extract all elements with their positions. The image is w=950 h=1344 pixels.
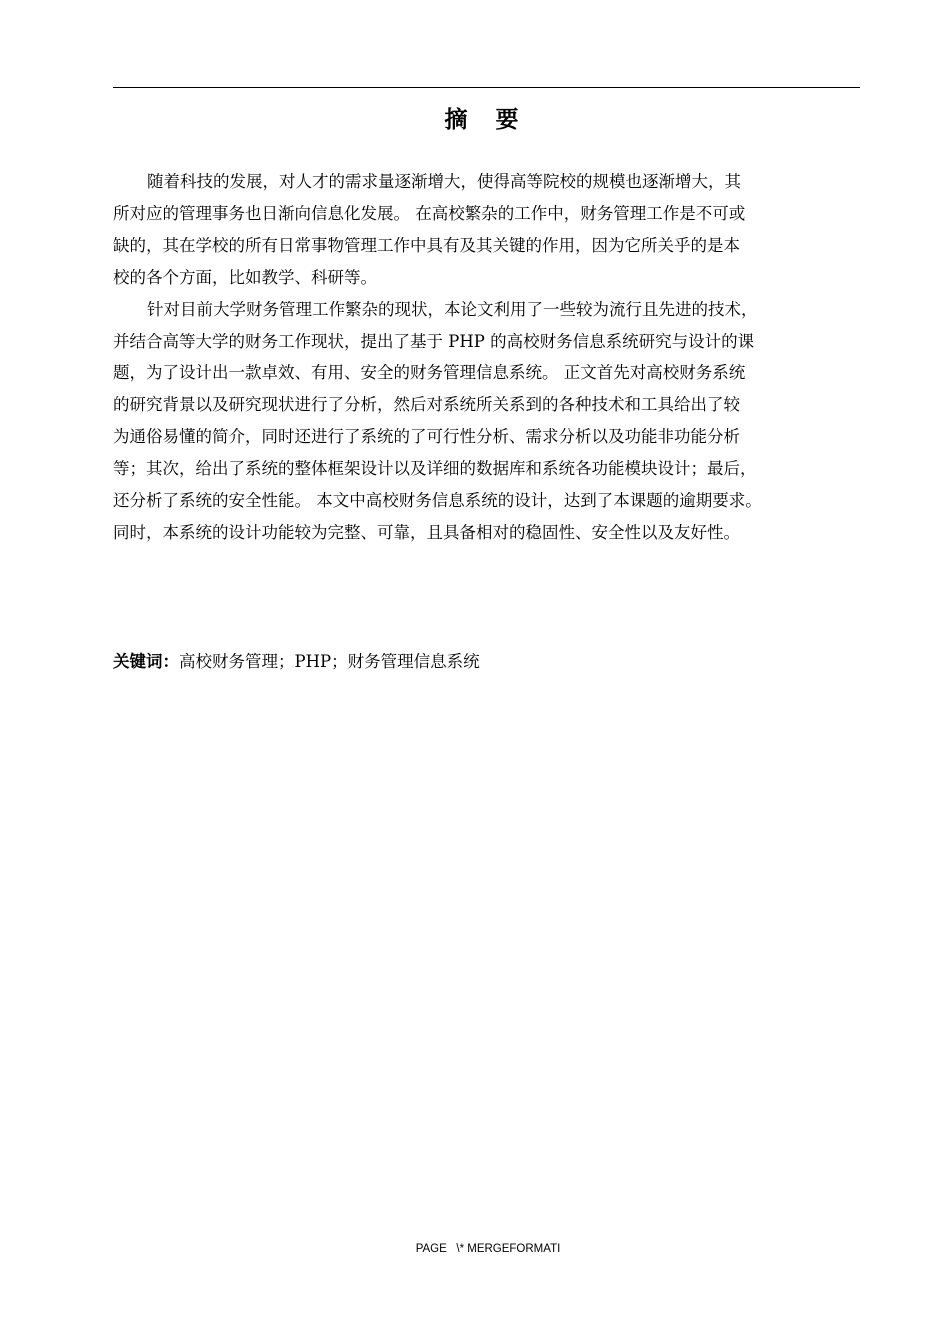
header-rule (113, 87, 860, 88)
text-line: 随着科技的发展，对人才的需求量逐渐增大，使得高等院校的规模也逐渐增大，其 (147, 172, 741, 191)
keywords-label: 关键词： (113, 652, 179, 671)
abstract-paragraph-2 (113, 294, 865, 549)
abstract-title: 摘 要 (444, 106, 529, 133)
text-line: 缺的，其在学校的所有日常事物管理工作中具有及其关键的作用，因为它所关乎的是本 (113, 235, 740, 255)
text-line: 为通俗易懂的简介，同时还进行了系统的了可行性分析、需求分析以及功能非功能分析 (113, 427, 740, 447)
text-line: 题，为了设计出一款卓效、有用、安全的财务管理信息系统。 正文首先对高校财务系统 (113, 363, 746, 383)
abstract-body (113, 166, 865, 549)
text-line: 的研究背景以及研究现状进行了分析，然后对系统所关系到的各种技术和工具给出了较 (113, 395, 740, 415)
text-line: 针对目前大学财务管理工作繁杂的现状，本论文利用了一些较为流行且先进的技术， (147, 299, 758, 319)
keywords-value: 高校财务管理；PHP；财务管理信息系统 (179, 652, 480, 671)
text-line: 校的各个方面，比如教学、科研等。 (113, 267, 377, 287)
text-line: 等；其次，给出了系统的整体框架设计以及详细的数据库和系统各功能模块设计；最后， (113, 459, 757, 479)
keywords-line (113, 648, 480, 676)
page-footer-field: PAGE \* MERGEFORMATI (415, 1243, 561, 1255)
text-line: 还分析了系统的安全性能。 本文中高校财务信息系统的设计，达到了本课题的逾期要求。 (113, 491, 762, 511)
abstract-paragraph-1 (113, 166, 865, 294)
text-line: 所对应的管理事务也日渐向信息化发展。 在高校繁杂的工作中，财务管理工作是不可或 (113, 203, 746, 223)
text-line: 并结合高等大学的财务工作现状，提出了基于 PHP 的高校财务信息系统研究与设计的课 (113, 331, 755, 351)
text-line: 同时，本系统的设计功能较为完整、可靠，且具备相对的稳固性、安全性以及友好性。 (113, 522, 740, 542)
